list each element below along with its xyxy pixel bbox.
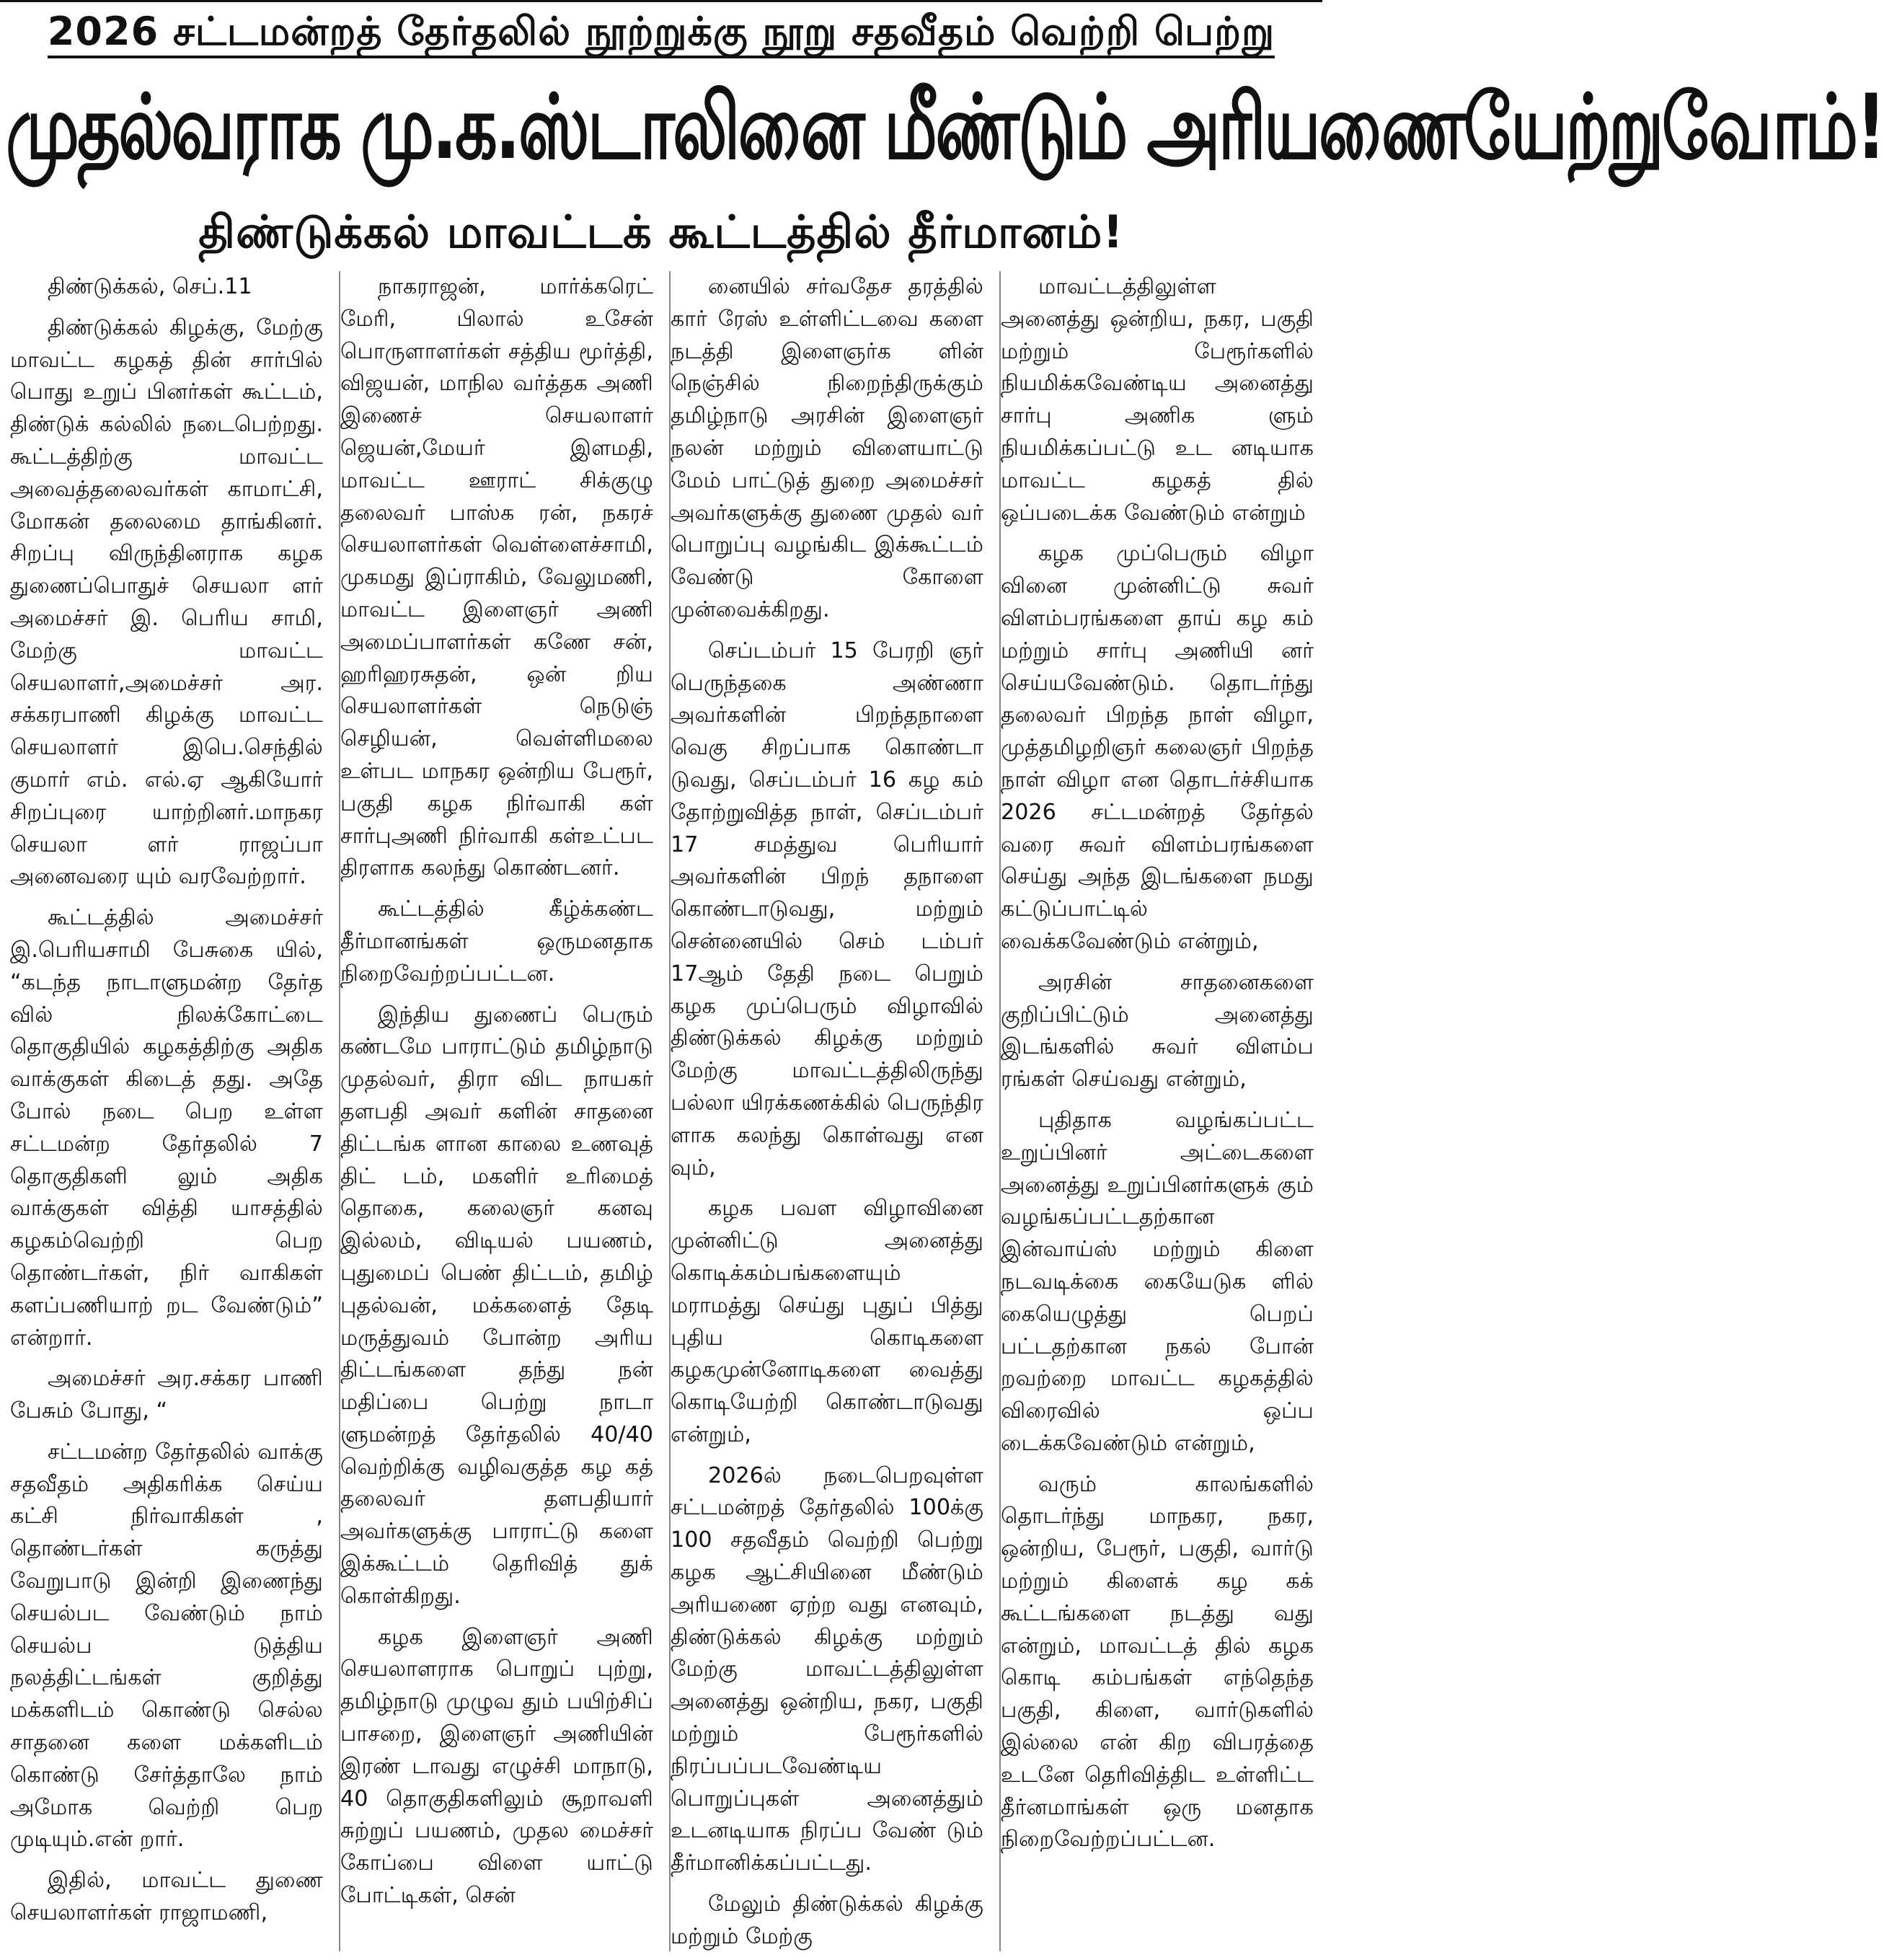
column-4 [1001,271,1314,1957]
paragraph: கூட்டத்தில் அமைச்சர் இ.பெரியசாமி பேசுகை யில், “கடந்த நாடாளுமன்ற தேர்த வில் நிலக்கோட்டை தொகுதியில் கழகத்திற்கு அதிக வாக்குகள் கிடைத் தது. அதே போல் நடை பெற உள்ள சட்டமன்ற தேர்தலில் 7 தொகுதிகளி லும் அதிக வாக்குகள் வித்தி யாசத்தில் கழகம்வெற்றி பெற தொண்டர்கள், நிர் வாகிகள் களப்பணியாற் றட வேண்டும்” என்றார். [10,905,323,1351]
column-1 [10,271,323,1957]
column-3 [671,271,983,1957]
article-body [10,271,1314,1957]
paragraph: இதில், மாவட்ட துணை செயலாளர்கள் ராஜாமணி, [10,1868,323,1926]
paragraph: நாகராஜன், மார்க்கரெட் மேரி, பிலால் உசேன் பொருளாளர்கள் சத்திய மூர்த்தி, விஜயன், மாநில வர்த்தக அணி இணைச் செயலாளர் ஜெயன்,மேயர் இளமதி, மாவட்ட ஊராட் சிக்குழு தலைவர் பாஸ்க ரன், நகரச் செயலாளர்கள் வெள்ளைச்சாமி, முகமது இப்ராகிம், வேலுமணி, மாவட்ட இளைஞர் அணி அமைப்பாளர்கள் கணே சன், ஹரிஹரசுதன், ஒன் றிய செயலாளர்கள் நெடுஞ் செழியன், வெள்ளிமலை உள்பட மாநகர ஒன்றிய பேரூர், பகுதி கழக நிர்வாகி கள் சார்புஅணி நிர்வாகி கள்உட்பட திரளாக கலந்து கொண்டனர். [340,274,653,881]
paragraph: திண்டுக்கல் கிழக்கு, மேற்கு மாவட்ட கழகத் தின் சார்பில் பொது உறுப் பினர்கள் கூட்டம், திண்டுக் கல்லில் நடைபெற்றது. கூட்டத்திற்கு மாவட்ட அவைத்தலைவர்கள் காமாட்சி, மோகன் தலைமை தாங்கினர். சிறப்பு விருந்தினராக கழக துணைப்பொதுச் செயலா ளர் அமைச்சர் இ. பெரிய சாமி, மேற்கு மாவட்ட செயலாளர்,அமைச்சர் அர. சக்கரபாணி கிழக்கு மாவட்ட செயலாளர் இபெ.செந்தில் குமார் எம். எல்.ஏ ஆகியோர் சிறப்புரை யாற்றினர்.மாநகர செயலா ளர் ராஜப்பா அனைவரை யும் வரவேற்றார். [10,314,323,890]
paragraph: கழக பவள விழாவினை முன்னிட்டு அனைத்து கொடிக்கம்பங்களையும் மராமத்து செய்து புதுப் பித்து புதிய கொடிகளை கழகமுன்னோடிகளை வைத்து கொடியேற்றி கொண்டாடுவது என்றும், [671,1196,983,1447]
paragraph: கழக இளைஞர் அணி செயலாளராக பொறுப் புற்று, தமிழ்நாடு முழுவ தும் பயிற்சிப் பாசறை, இளைஞர் அணியின் இரண் டாவது எழுச்சி மாநாடு, 40 தொகுதிகளிலும் சூறாவளி சுற்றுப் பயணம், முதல மைச்சர் கோப்பை விளை யாட்டு போட்டிகள், சென் [340,1624,653,1909]
top-rule [0,0,1322,2]
paragraph: இந்திய துணைப் பெரும் கண்டமே பாராட்டும் தமிழ்நாடு முதல்வர், திரா விட நாயகர் தளபதி அவர் களின் சாதனை திட்டங்க ளான காலை உணவுத் திட் டம், மகளிர் உரிமைத் தொகை, கலைஞர் கனவு இல்லம், விடியல் பயணம், புதுமைப் பெண் திட்டம், தமிழ் புதல்வன், மக்களைத் தேடி மருத்துவம் போன்ற அரிய திட்டங்களை தந்து நன் மதிப்பை பெற்று நாடா ளுமன்றத் தேர்தலில் 40/40 வெற்றிக்கு வழிவகுத்த கழ கத் தலைவர் தளபதியார் அவர்களுக்கு பாராட்டு களை இக்கூட்டம் தெரிவித் துக் கொள்கிறது. [340,1002,653,1609]
paragraph: அரசின் சாதனைகளை குறிப்பிட்டும் அனைத்து இடங்களில் சுவர் விளம்ப ரங்கள் செய்வது என்றும், [1001,969,1314,1092]
paragraph: கூட்டத்தில் கீழ்க்கண்ட தீர்மானங்கள் ஒருமனதாக நிறைவேற்றப்பட்டன. [340,896,653,986]
paragraph: செப்டம்பர் 15 பேரறி ஞர் பெருந்தகை அண்ணா அவர்களின் பிறந்தநாளை வெகு சிறப்பாக கொண்டா டுவது, செப்டம்பர் 16 கழ கம் தோற்றுவித்த நாள், செப்டம்பர் 17 சமத்துவ பெரியார் அவர்களின் பிறந் தநாளை கொண்டாடுவது, மற்றும் சென்னையில் செம் டம்பர் 17ஆம் தேதி நடை பெறும் கழக முப்பெரும் விழாவில் திண்டுக்கல் கிழக்கு மற்றும் மேற்கு மாவட்டத்திலிருந்து பல்லா யிரக்கணக்கில் பெருந்திர ளாக கலந்து கொள்வது என வும், [671,637,983,1180]
paragraph: அமைச்சர் அர.சக்கர பாணி பேசும் போது, “ [10,1366,323,1424]
paragraph: புதிதாக வழங்கப்பட்ட உறுப்பினர் அட்டைகளை அனைத்து உறுப்பினர்களுக் கும் வழங்கப்பட்டதற்கான இன்வாய்ஸ் மற்றும் கிளை நடவடிக்கை கையேடுக ளில் கையெழுத்து பெறப் பட்டதற்கான நகல் போன் றவற்றை மாவட்ட கழகத்தில் விரைவில் ஒப்ப டைக்கவேண்டும் என்றும், [1001,1107,1314,1456]
paragraph: னையில் சர்வதேச தரத்தில் கார் ரேஸ் உள்ளிட்டவை களை நடத்தி இளைஞர்க ளின் நெஞ்சில் நிறைந்திருக்கும் தமிழ்நாடு அரசின் இளைஞர் நலன் மற்றும் விளையாட்டு மேம் பாட்டுத் துறை அமைச்சர் அவர்களுக்கு துணை முதல் வர் பொறுப்பு வழங்கிட இக்கூட்டம் வேண்டு கோளை முன்வைக்கிறது. [671,274,983,622]
headline: முதல்வராக மு.க.ஸ்டாலினை மீண்டும் அரியணையேற்றுவோம்! [6,75,1884,180]
paragraph: திண்டுக்கல், செப்.11 [48,274,252,299]
paragraph: சட்டமன்ற தேர்தலில் வாக்கு சதவீதம் அதிகரிக்க செய்ய கட்சி நிர்வாகிகள் , தொண்டர்கள் கருத்து வேறுபாடு இன்றி இணைந்து செயல்பட வேண்டும் நாம் செயல்ப டுத்திய நலத்திட்டங்கள் குறித்து மக்களிடம் கொண்டு செல்ல சாதனை களை மக்களிடம் கொண்டு சேர்த்தாலே நாம் அமோக வெற்றி பெற முடியும்.என் றார். [10,1439,323,1853]
kicker-text: 2026 சட்டமன்றத் தேர்தலில் நூற்றுக்கு நூறு சதவீதம் வெற்றி பெற்று [48,9,1275,58]
paragraph: மாவட்டத்திலுள்ள அனைத்து ஒன்றிய, நகர, பகுதி மற்றும் பேரூர்களில் நியமிக்கவேண்டிய அனைத்து சார்பு அணிக ளும் நியமிக்கப்பட்டு உட னடியாக மாவட்ட கழகத் தில் ஒப்படைக்க வேண்டும் என்றும் [1001,274,1314,526]
subheadline: திண்டுக்கல் மாவட்டக் கூட்டத்தில் தீர்மானம்! [198,206,1124,258]
paragraph: கழக முப்பெரும் விழா வினை முன்னிட்டு சுவர் விளம்பரங்களை தாய் கழ கம் மற்றும் சார்பு அணியி னர் செய்யவேண்டும். தொடர்ந்து தலைவர் பிறந்த நாள் விழா, முத்தமிழறிஞர் கலைஞர் பிறந்த நாள் விழா என தொடர்ச்சியாக 2026 சட்டமன்றத் தேர்தல் வரை சுவர் விளம்பரங்களை செய்து அந்த இடங்களை நமது கட்டுப்பாட்டில் வைக்கவேண்டும் என்றும், [1001,541,1314,954]
paragraph: வரும் காலங்களில் தொடர்ந்து மாநகர, நகர, ஒன்றிய, பேரூர், பகுதி, வார்டு மற்றும் கிளைக் கழ கக் கூட்டங்களை நடத்து வது என்றும், மாவட்டத் தில் கழக கொடி கம்பங்கள் எந்தெந்த பகுதி, கிளை, வார்டுகளில் இல்லை என் கிற விபரத்தை உடனே தெரிவித்திட உள்ளிட்ட தீர்னமாங்கள் ஒரு மனதாக நிறைவேற்றப்பட்டன. [1001,1471,1314,1853]
column-2 [340,271,653,1957]
paragraph: 2026ல் நடைபெறவுள்ள சட்டமன்றத் தேர்தலில் 100க்கு 100 சதவீதம் வெற்றி பெற்று கழக ஆட்சியினை மீண்டும் அரியணை ஏற்ற வது எனவும், திண்டுக்கல் கிழக்கு மற்றும் மேற்கு மாவட்டத்திலுள்ள அனைத்து ஒன்றிய, நகர, பகுதி மற்றும் பேரூர்களில் நிரப்பப்படவேண்டிய பொறுப்புகள் அனைத்தும் உடனடியாக நிரப்ப வேண் டும் தீர்மானிக்கப்பட்டது. [671,1462,983,1876]
paragraph: மேலும் திண்டுக்கல் கிழக்கு மற்றும் மேற்கு [671,1891,983,1949]
